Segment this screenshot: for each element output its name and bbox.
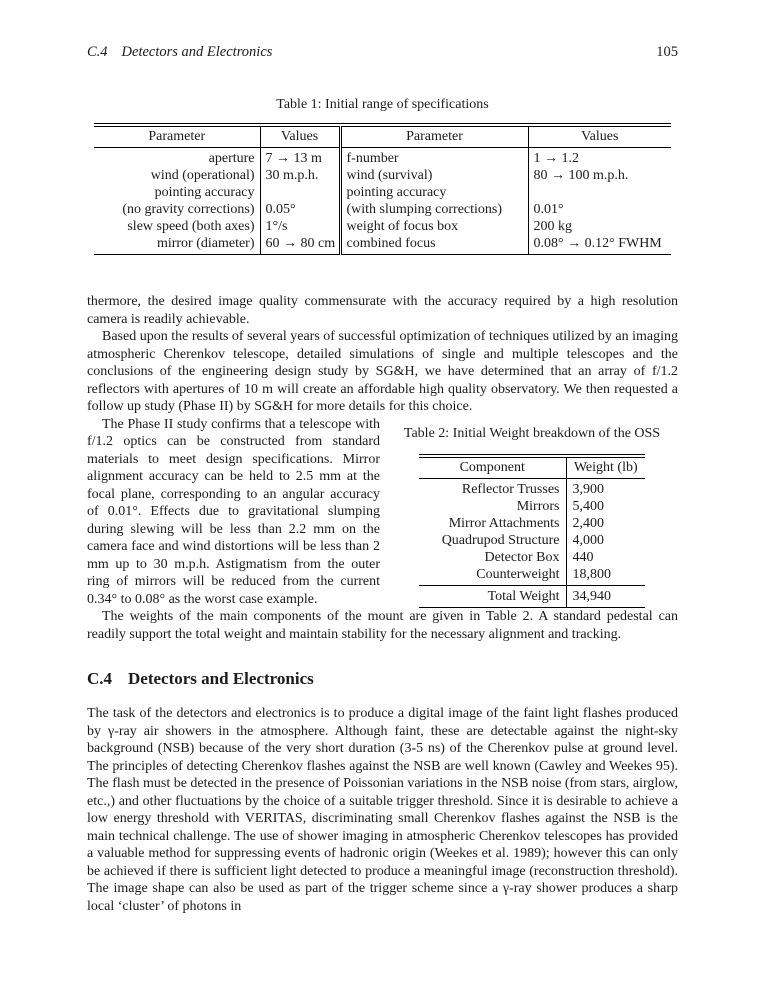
table1-cell: slew speed (both axes) <box>94 218 260 235</box>
table-row <box>419 532 645 549</box>
section-number: C.4 <box>87 669 113 688</box>
table2-total-row <box>419 585 645 607</box>
table-row <box>94 218 671 235</box>
table2-total-label: Total Weight <box>419 585 566 607</box>
running-head-section-number: C.4 <box>87 44 108 60</box>
table-row <box>419 498 645 515</box>
table1-cell: 1 → 1.2 <box>533 151 579 166</box>
table2-cell: Mirrors <box>419 498 566 515</box>
table-row <box>419 515 645 532</box>
table1-cell <box>260 184 340 201</box>
table-row <box>419 566 645 586</box>
table1-cell: f-number <box>340 148 528 168</box>
table1-cell: 60 → 80 cm <box>260 235 340 255</box>
running-head <box>87 44 272 61</box>
table1-header-row <box>94 127 671 148</box>
table1-caption: Table 1: Initial range of specifications <box>276 97 489 112</box>
paragraph-weights: The weights of the main components of the mount are given in Table 2. A standard pedestal can readily support the total weight and maintain stability for the necessary alignment and tracking. <box>87 609 678 642</box>
table1-cell: pointing accuracy <box>340 184 528 201</box>
table2-cell: 5,400 <box>572 498 604 514</box>
table1-header-cell: Values <box>528 127 671 148</box>
paragraph-task: The task of the detectors and electronics is to produce a digital image of the faint light flashes produced by γ-ray air showers in the atmosphere. Although faint, these are detectable against the night-sky background (NSB) because of the very short duration (3-5 ns) of the Cherenkov pulse at ground level. The principles of detecting Cherenkov flashes against the NSB are well known (Cawley and Weekes 95). The flash must be detected in the presence of Poissonian variations in the NSB noise (from stars, airglow, etc.,) and other fluctuations by the choice of a suitable trigger threshold. Since it is desirable to achieve a low energy threshold with VERITAS, discriminating small Cherenkov flashes against the NSB is the main technical challenge. The use of shower imaging in atmospheric Cherenkov telescopes has provided a valuable method for suppressing events of hadronic origin (Weekes et al. 1989); however this can only be achieved if there is sufficient light detected to produce a meaningful image (reconstruction threshold). The image shape can also be used as part of the trigger scheme since a γ-ray shower produces a sharp local ‘cluster’ of photons in <box>87 706 678 914</box>
two-column-block <box>87 416 678 609</box>
table2-header-row <box>419 457 645 478</box>
table1-cell: 0.08° → 0.12° FWHM <box>533 236 662 251</box>
table2-cell: Counterweight <box>419 566 566 586</box>
table1-cell: combined focus <box>340 235 528 255</box>
table2-cell: Reflector Trusses <box>419 478 566 498</box>
table1-cell: 200 kg <box>533 219 572 234</box>
table1-cell: wind (operational) <box>94 167 260 184</box>
table2-float <box>380 416 678 609</box>
table1-cell: 30 m.p.h. <box>260 167 340 184</box>
table1-cell: 0.05° <box>260 201 340 218</box>
table-row <box>419 478 645 498</box>
table2-cell: Detector Box <box>419 549 566 566</box>
table1-cell: (no gravity corrections) <box>94 201 260 218</box>
table1-cell: 0.01° <box>533 202 564 217</box>
table1-cell: aperture <box>94 148 260 168</box>
table2-cell: 3,900 <box>572 481 604 497</box>
table-row <box>94 167 671 184</box>
table1-cell: pointing accuracy <box>94 184 260 201</box>
table1-cell: weight of focus box <box>340 218 528 235</box>
running-head-title: Detectors and Electronics <box>121 44 273 60</box>
table2-cell: Mirror Attachments <box>419 515 566 532</box>
table2-cell: Quadrupod Structure <box>419 532 566 549</box>
table2-total-value: 34,940 <box>572 588 611 604</box>
table1-cell: wind (survival) <box>340 167 528 184</box>
table-row <box>94 148 671 168</box>
page-number: 105 <box>656 44 678 60</box>
section-heading <box>87 669 678 689</box>
table1-header-cell: Parameter <box>94 127 260 148</box>
table-row <box>94 201 671 218</box>
table1-cell: (with slumping corrections) <box>340 201 528 218</box>
table1-cell: 80 → 100 m.p.h. <box>533 168 629 183</box>
table2-header-cell: Component <box>419 457 566 478</box>
table2-caption: Table 2: Initial Weight breakdown of the OSS <box>403 425 661 441</box>
table-row <box>94 235 671 255</box>
table-row <box>419 549 645 566</box>
running-header <box>87 44 678 61</box>
table2-cell: 18,800 <box>566 566 645 586</box>
table2-header-cell: Weight (lb) <box>566 457 645 478</box>
table-row <box>94 184 671 201</box>
table2-cell: 2,400 <box>572 515 604 531</box>
paragraph-phase2: The Phase II study confirms that a telescope with f/1.2 optics can be constructed from standard materials to meet design specifications. Mirror alignment accuracy can be held to 2.5 mm at the focal plane, corresponding to an angular accuracy of 0.01°. Effects due to gravitational slumping during slewing will be less than 2.2 mm on the camera face and wind distortions will be less than 2 mm up to 30 m.p.h. Astigmatism from the outer ring of mirrors will be reduced from the current 0.34° to 0.08° as the worst case example. <box>87 416 380 607</box>
table1-header-cell: Parameter <box>340 127 528 148</box>
section-title: Detectors and Electronics <box>128 669 314 688</box>
table1-cell: 1°/s <box>260 218 340 235</box>
table1-cell: 7 → 13 m <box>260 148 340 168</box>
table1-cell: mirror (diameter) <box>94 235 260 255</box>
table2-cell: 4,000 <box>572 532 604 548</box>
table1 <box>94 123 671 255</box>
table1-header-cell: Values <box>260 127 340 148</box>
paragraph-based: Based upon the results of several years of successful optimization of techniques utilized by an imaging atmospheric Cherenkov telescope, detailed simulations of single and multiple telescopes and the conclusions of the engineering design study by SG&H, we have determined that an array of f/1.2 reflectors with apertures of 10 m will create an affordable high quality observatory. We then requested a follow up study (Phase II) by SG&H for more details for this choice. <box>87 329 678 414</box>
table2-cell: 440 <box>572 549 594 565</box>
table2 <box>419 454 645 608</box>
table1-cell <box>528 184 671 201</box>
paragraph-thermore: thermore, the desired image quality commensurate with the accuracy required by a high resolution camera is readily achievable. <box>87 294 678 327</box>
